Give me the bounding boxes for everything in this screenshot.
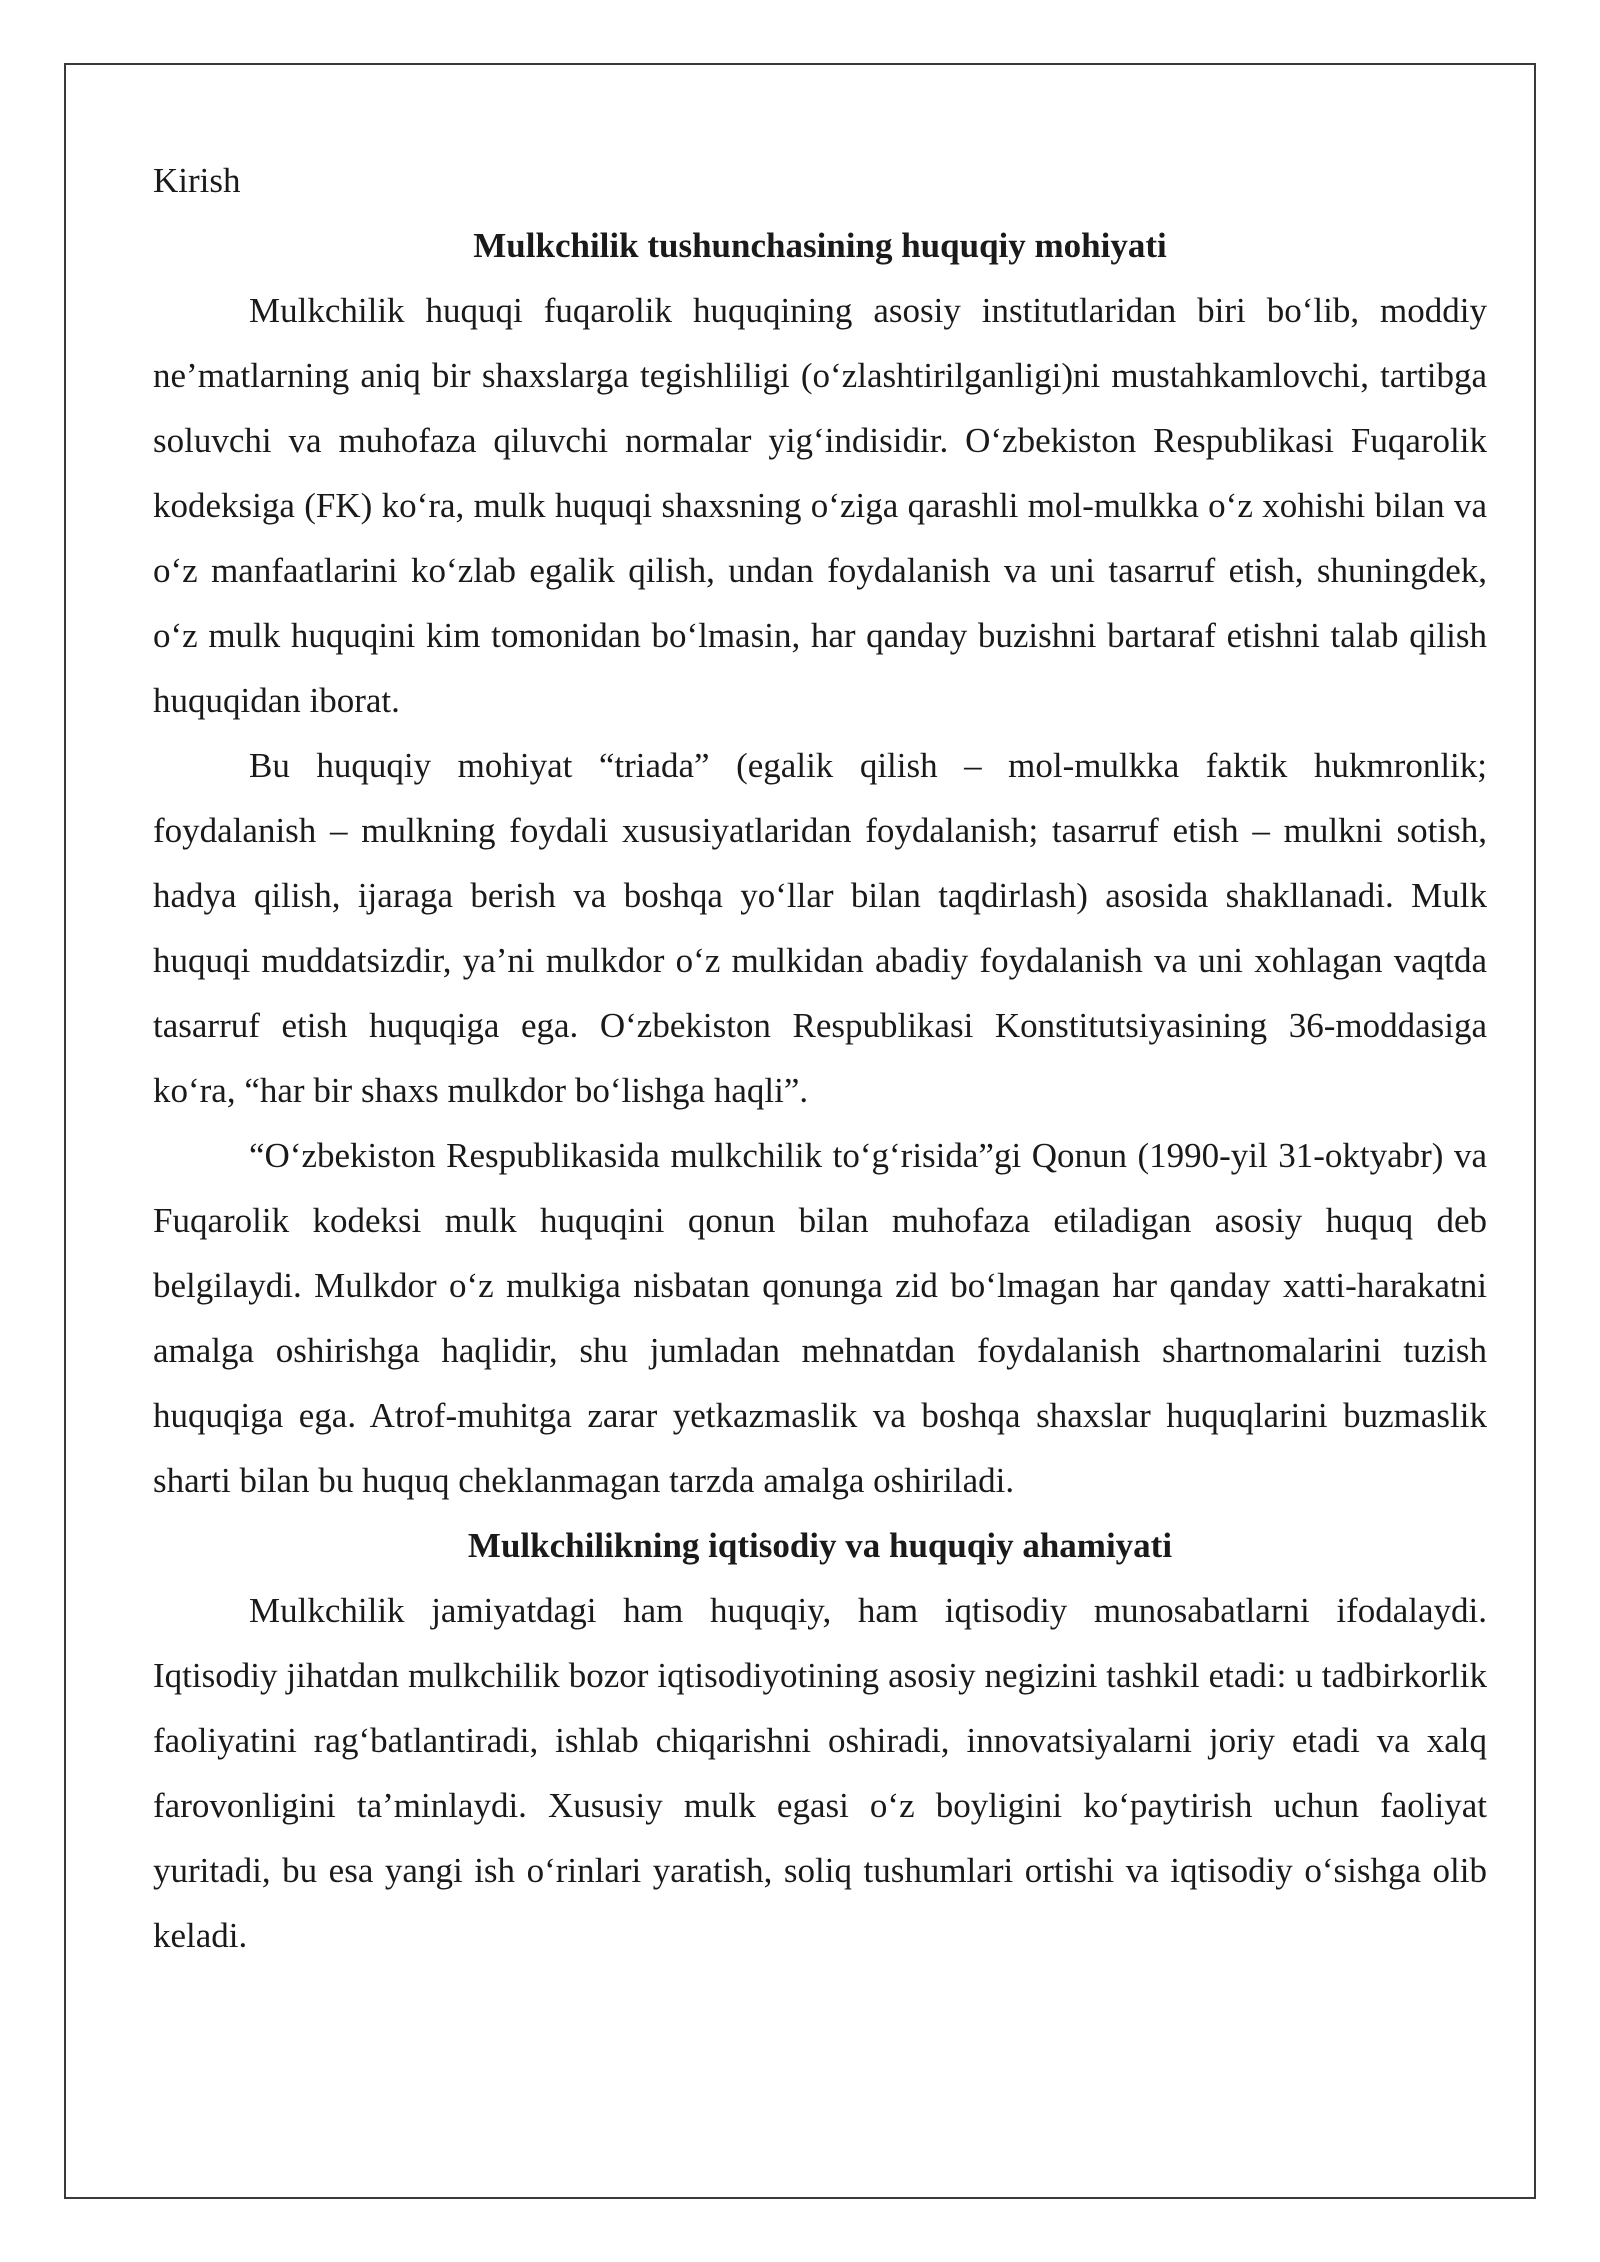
section-heading-legal-essence: Mulkchilik tushunchasining huquqiy mohiyati <box>473 226 1167 265</box>
paragraph: Mulkchilik jamiyatdagi ham huquqiy, ham iqtisodiy munosabatlarni ifodalaydi. Iqtisodiy jihatdan mulkchilik bozor iqtisodiyotining asosiy negizini tashkil etadi: u tadbirkorlik faoliyatini rag‘batlantiradi, ishlab chiqarishni oshiradi, innovatsiyalarni joriy etadi va xalq farovonligini ta’minlaydi. Xususiy mulk egasi o‘z boyligini ko‘paytirish uchun faoliyat yuritadi, bu esa yangi ish o‘rinlari yaratish, soliq tushumlari ortishi va iqtisodiy o‘sishga olib keladi. <box>153 1591 1487 1955</box>
paragraph: Mulkchilik huquqi fuqarolik huquqining asosiy institutlaridan biri bo‘lib, moddiy ne’matlarning aniq bir shaxslarga tegishliligi (o‘zlashtirilganligi)ni mustahkamlovchi, tartibga soluvchi va muhofaza qiluvchi normalar yig‘indisidir. O‘zbekiston Respublikasi Fuqarolik kodeksiga (FK) ko‘ra, mulk huquqi shaxsning o‘ziga qarashli mol-mulkka o‘z xohishi bilan va o‘z manfaatlarini ko‘zlab egalik qilish, undan foydalanish va uni tasarruf etish, shuningdek, o‘z mulk huquqini kim tomonidan bo‘lmasin, har qanday buzishni bartaraf etishni talab qilish huquqidan iborat. <box>153 291 1487 720</box>
section-heading-economic-significance: Mulkchilikning iqtisodiy va huquqiy ahamiyati <box>467 1526 1173 1565</box>
document-body <box>153 148 1487 1968</box>
paragraph: “O‘zbekiston Respublikasida mulkchilik to‘g‘risida”gi Qonun (1990-yil 31-oktyabr) va Fuqarolik kodeksi mulk huquqini qonun bilan muhofaza etiladigan asosiy huquq deb belgilaydi. Mulkdor o‘z mulkiga nisbatan qonunga zid bo‘lmagan har qanday xatti-harakatni amalga oshirishga haqlidir, shu jumladan mehnatdan foydalanish shartnomalarini tuzish huquqiga ega. Atrof-muhitga zarar yetkazmaslik va boshqa shaxslar huquqlarini buzmaslik sharti bilan bu huquq cheklanmagan tarzda amalga oshiriladi. <box>153 1136 1487 1500</box>
intro-label: Kirish <box>153 161 241 200</box>
paragraph: Bu huquqiy mohiyat “triada” (egalik qilish – mol-mulkka faktik hukmronlik; foydalanish – mulkning foydali xususiyatlaridan foydalanish; tasarruf etish – mulkni sotish, hadya qilish, ijaraga berish va boshqa yo‘llar bilan taqdirlash) asosida shakllanadi. Mulk huquqi muddatsizdir, ya’ni mulkdor o‘z mulkidan abadiy foydalanish va uni xohlagan vaqtda tasarruf etish huquqiga ega. O‘zbekiston Respublikasi Konstitutsiyasining 36-moddasiga ko‘ra, “har bir shaxs mulkdor bo‘lishga haqli”. <box>153 746 1487 1110</box>
